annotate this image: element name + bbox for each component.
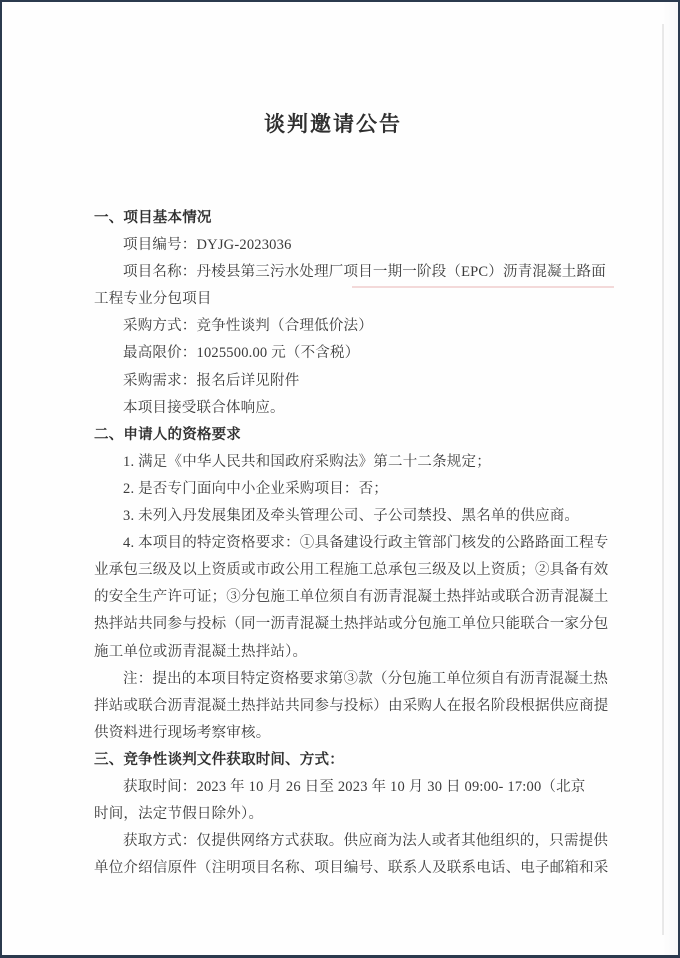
line-project-name-cont: 工程专业分包项目	[94, 291, 212, 308]
line-obtain-method: 获取方式：仅提供网络方式获取。供应商为法人或者其他组织的，只需提供	[123, 833, 609, 850]
line-project-name: 项目名称：丹棱县第三污水处理厂项目一期一阶段（EPC）沥青混凝土路面	[123, 264, 606, 281]
line-qualification-1: 1. 满足《中华人民共和国政府采购法》第二十二条规定；	[123, 453, 491, 470]
line-consortium-accepted: 本项目接受联合体响应。	[123, 399, 285, 416]
line-qualification-4-cont-4: 施工单位或沥青混凝土热拌站）。	[94, 643, 308, 660]
line-obtain-time: 获取时间：2023 年 10 月 26 日至 2023 年 10 月 30 日 09:00- 17:00（北京	[123, 778, 586, 795]
line-qualification-note-cont-1: 拌站或联合沥青混凝土热拌站共同参与投标）由采购人在报名阶段根据供应商提	[94, 697, 609, 714]
section-heading-qualification: 二、申请人的资格要求	[94, 426, 241, 443]
section-heading-project-info: 一、项目基本情况	[94, 210, 212, 226]
line-obtain-method-cont: 单位介绍信原件（注明项目名称、项目编号、联系人及联系电话、电子邮箱和采	[94, 860, 609, 877]
section-heading-obtain-docs: 三、竞争性谈判文件获取时间、方式：	[94, 751, 344, 768]
line-qualification-note-cont-2: 供资料进行现场考察审核。	[94, 724, 271, 741]
line-project-number: 项目编号：DYJG-2023036	[123, 237, 292, 254]
line-qualification-3: 3. 未列入丹发展集团及牵头管理公司、子公司禁投、黑名单的供应商。	[123, 508, 580, 525]
document-body	[94, 205, 614, 882]
page-title: 谈判邀请公告	[264, 112, 402, 136]
scan-artifact-right-shade	[662, 2, 678, 955]
line-qualification-2: 2. 是否专门面向中小企业采购项目：否；	[123, 480, 388, 497]
line-procurement-demand: 采购需求：报名后详见附件	[123, 372, 300, 389]
line-qualification-4-cont-2: 的安全生产许可证；③分包施工单位须自有沥青混凝土热拌站或联合沥青混凝土	[94, 589, 609, 606]
line-qualification-4: 4. 本项目的特定资格要求：①具备建设行政主管部门核发的公路路面工程专	[123, 535, 609, 552]
line-qualification-note: 注：提出的本项目特定资格要求第③款（分包施工单位须自有沥青混凝土热	[123, 670, 609, 687]
scan-artifact-pink-underline	[352, 286, 614, 288]
line-max-price: 最高限价：1025500.00 元（不含税）	[123, 345, 360, 362]
line-procurement-method: 采购方式：竞争性谈判（合理低价法）	[123, 318, 373, 335]
line-obtain-time-cont: 时间，法定节假日除外）。	[94, 806, 264, 823]
line-qualification-4-cont-1: 业承包三级及以上资质或市政公用工程施工总承包三级及以上资质；②具备有效	[94, 562, 609, 579]
line-qualification-4-cont-3: 热拌站共同参与投标（同一沥青混凝土热拌站或分包施工单位只能联合一家分包	[94, 616, 609, 633]
